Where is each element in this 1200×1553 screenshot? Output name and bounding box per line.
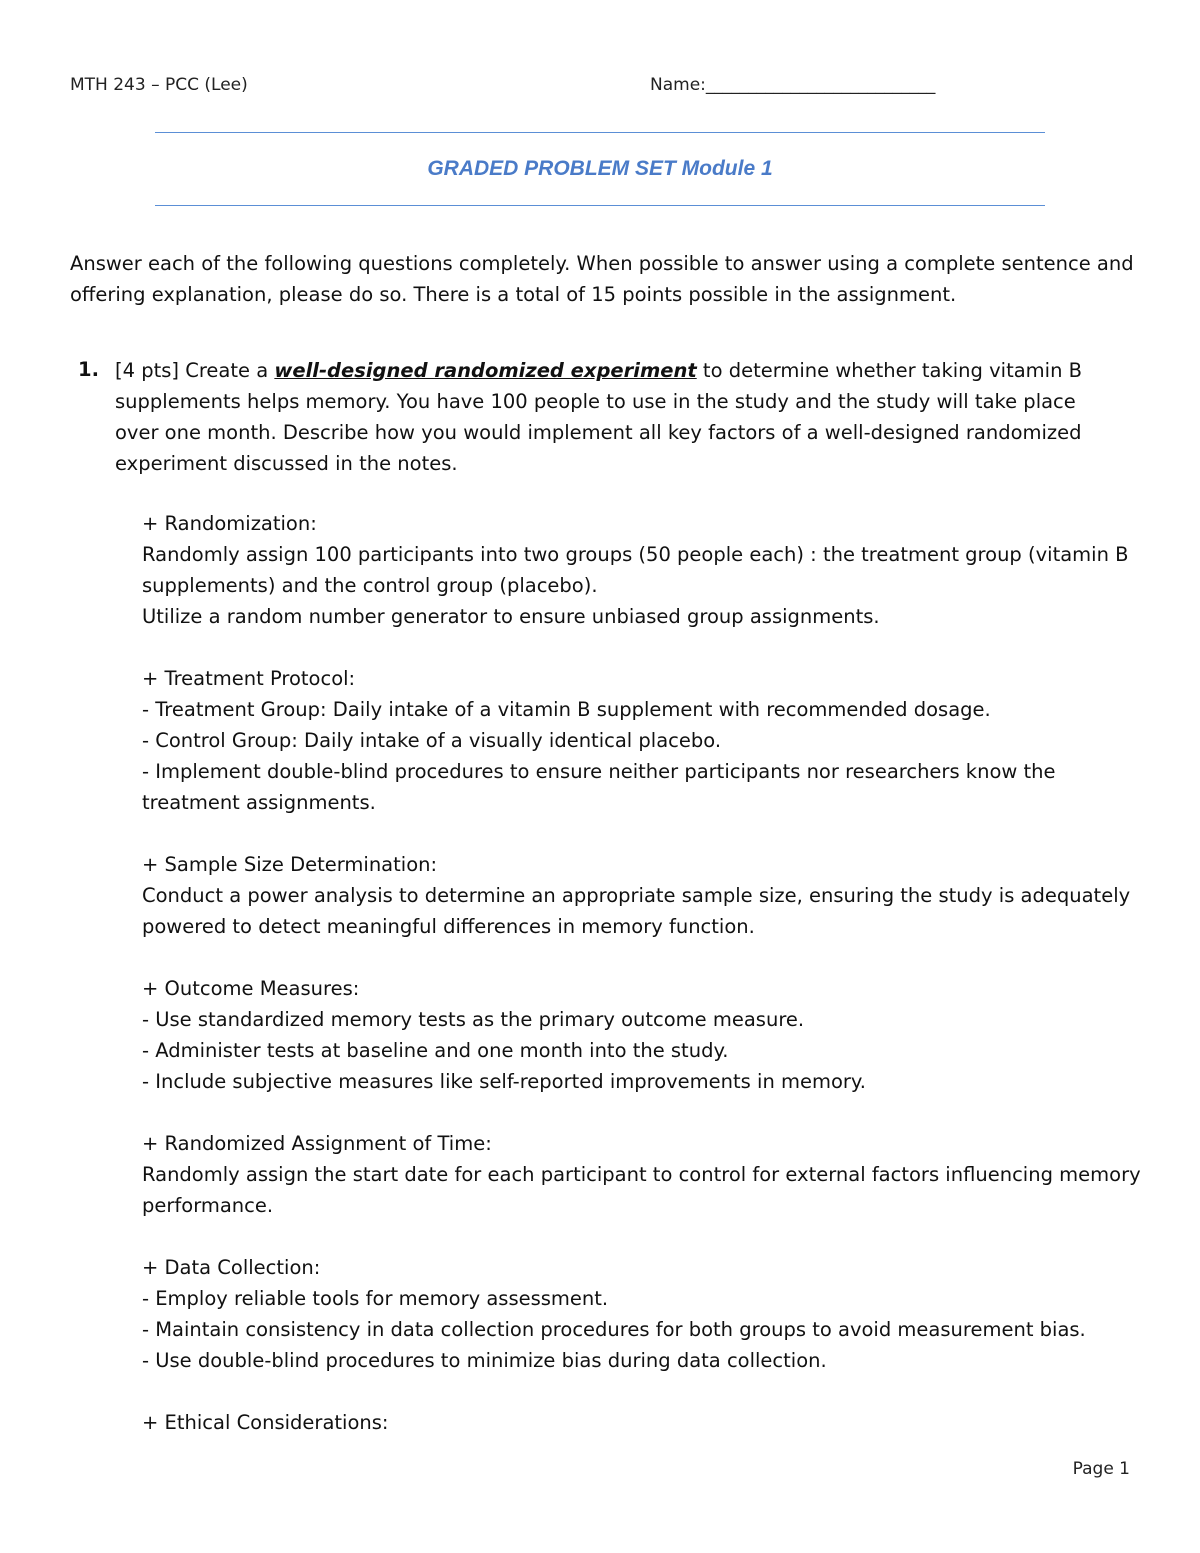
answer-line: Randomly assign 100 participants into two groups (50 people each) : the treatment group (vitamin B supplements) and the control group (placebo).: [142, 543, 1129, 597]
question-prefix: [4 pts] Create a: [115, 359, 275, 382]
question-text: [115, 355, 1125, 479]
title-rule-top: [155, 132, 1045, 133]
answer-line: - Include subjective measures like self-reported improvements in memory.: [142, 1070, 866, 1093]
question-suffix: to determine whether taking vitamin B supplements helps memory. You have 100 people to use in the study and the study will take place over one month. Describe how you would implement all key factors of a well-designed randomized experiment discussed in the notes.: [115, 359, 1083, 475]
answer-line: - Maintain consistency in data collection procedures for both groups to avoid measurement bias.: [142, 1318, 1086, 1341]
page-number: Page 1: [1072, 1459, 1130, 1479]
section-heading: + Outcome Measures:: [142, 977, 360, 1000]
spacer: [142, 1376, 1142, 1407]
answer-line: - Control Group: Daily intake of a visually identical placebo.: [142, 729, 722, 752]
spacer: [142, 942, 1142, 973]
spacer: [142, 1097, 1142, 1128]
section-heading: + Data Collection:: [142, 1256, 321, 1279]
spacer: [142, 818, 1142, 849]
section-heading: + Randomized Assignment of Time:: [142, 1132, 492, 1155]
section-heading: + Treatment Protocol:: [142, 667, 356, 690]
answer-body: [142, 508, 1142, 1438]
name-field: Name:___________________________: [650, 75, 936, 95]
document-title: GRADED PROBLEM SET Module 1: [427, 157, 773, 180]
answer-line: Conduct a power analysis to determine an appropriate sample size, ensuring the study is adequately powered to detect meaningful differences in memory function.: [142, 884, 1131, 938]
section-heading: + Randomization:: [142, 512, 317, 535]
answer-line: - Employ reliable tools for memory assessment.: [142, 1287, 609, 1310]
instructions-paragraph: Answer each of the following questions completely. When possible to answer using a complete sentence and offering explanation, please do so. There is a total of 15 points possible in the assignment.: [70, 252, 1134, 306]
answer-line: - Implement double-blind procedures to ensure neither participants nor researchers know the treatment assignments.: [142, 760, 1056, 814]
course-header: MTH 243 – PCC (Lee): [70, 75, 248, 95]
answer-line: - Administer tests at baseline and one month into the study.: [142, 1039, 729, 1062]
answer-line: - Use double-blind procedures to minimize bias during data collection.: [142, 1349, 827, 1372]
question-emphasis: well-designed randomized experiment: [274, 359, 697, 382]
answer-line: - Use standardized memory tests as the primary outcome measure.: [142, 1008, 805, 1031]
title-rule-bottom: [155, 205, 1045, 206]
answer-line: Utilize a random number generator to ensure unbiased group assignments.: [142, 605, 880, 628]
section-heading: + Ethical Considerations:: [142, 1411, 389, 1434]
answer-line: - Treatment Group: Daily intake of a vitamin B supplement with recommended dosage.: [142, 698, 991, 721]
question-number: 1.: [78, 358, 99, 381]
spacer: [142, 1221, 1142, 1252]
answer-line: Randomly assign the start date for each participant to control for external factors influencing memory performance.: [142, 1163, 1141, 1217]
spacer: [142, 632, 1142, 663]
section-heading: + Sample Size Determination:: [142, 853, 438, 876]
